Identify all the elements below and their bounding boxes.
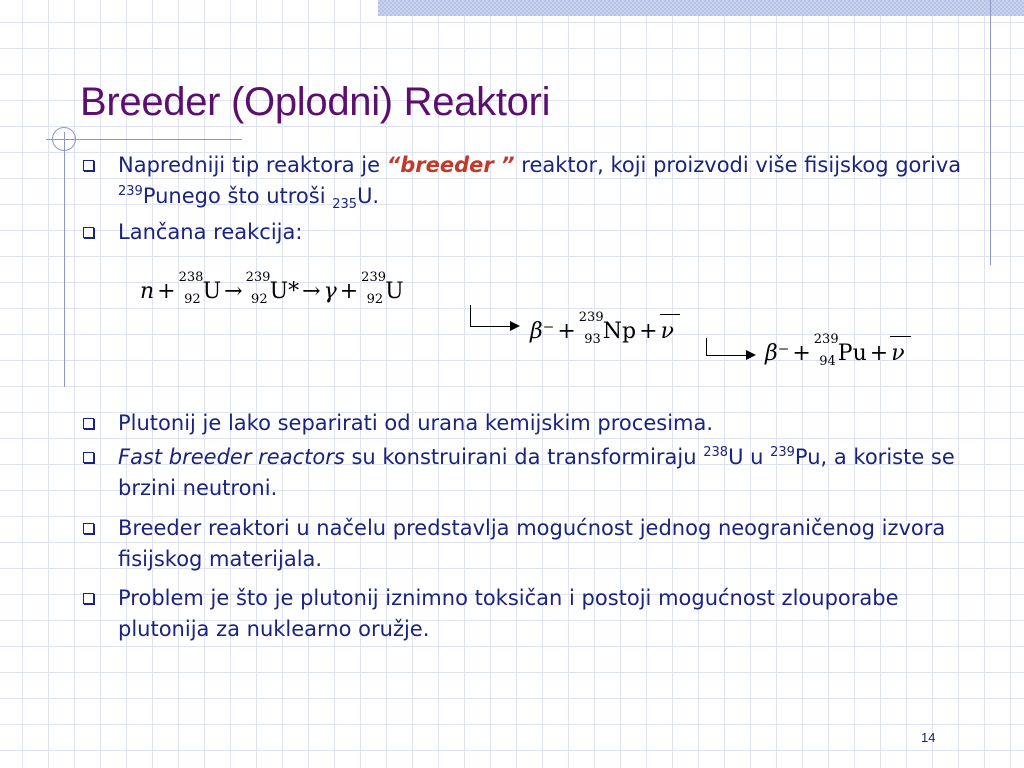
decorative-left-rule bbox=[64, 132, 65, 387]
bullet-fast-breeder: Fast breeder reactors su konstruirani da transformiraju $^{238}$U u $^{239}$Pu, a koriste se brzini neutroni. bbox=[80, 442, 985, 504]
decay-connector-horizontal-2 bbox=[706, 355, 748, 356]
bullet-toxicity-problem: Problem je što je plutonij iznimno toksičan i postoji mogućnost zlouporabe plutonija za nuklearno oružje. bbox=[80, 583, 985, 645]
decay-connector-vertical-1 bbox=[470, 305, 471, 327]
reaction-equation-line-2: β⁻ + 239 93 Np + ν bbox=[530, 310, 674, 347]
decay-connector-vertical-2 bbox=[706, 338, 707, 356]
slide-title: Breeder (Oplodni) Reaktori bbox=[80, 80, 551, 124]
nuclide-u238: 238 92 U bbox=[178, 270, 222, 307]
beta-minus-symbol: β⁻ bbox=[530, 319, 555, 344]
decay-connector-horizontal-1 bbox=[470, 326, 512, 327]
antineutrino-symbol: ν bbox=[891, 341, 905, 366]
bullet-box-icon bbox=[83, 452, 94, 463]
neutron-symbol: n bbox=[140, 279, 155, 304]
decorative-right-rule bbox=[990, 0, 991, 265]
antineutrino-symbol: ν bbox=[660, 319, 674, 344]
decay-arrow-head-1 bbox=[510, 321, 520, 331]
bullet-list bbox=[80, 150, 985, 645]
bullet-chain-reaction: Lančana reakcija: bbox=[80, 217, 985, 248]
bullet-box-icon bbox=[83, 160, 94, 171]
nuclide-pu239: 239 94 Pu bbox=[813, 332, 867, 369]
page-number: 14 bbox=[921, 730, 936, 745]
decorative-circle bbox=[52, 127, 76, 151]
reaction-equation-line-1: n + 238 92 U → 239 92 U* → γ + 239 92 U bbox=[140, 270, 404, 307]
bullet-plutonium-separation: Plutonij je lako separirati od urana kemijskim procesima. bbox=[80, 408, 985, 439]
nuclide-u239: 239 92 U bbox=[361, 270, 404, 307]
bullet-box-icon bbox=[83, 227, 94, 238]
reaction-arrow: → bbox=[224, 279, 243, 304]
bullet-breeder-definition: Napredniji tip reaktora je “breeder ” reaktor, koji proizvodi više fisijskog goriva $^{239}$Punego što utroši $_{235}$U. bbox=[80, 150, 985, 212]
bullet-box-icon bbox=[83, 593, 94, 604]
reaction-arrow: → bbox=[302, 279, 321, 304]
breeder-emphasis: “breeder ” bbox=[386, 153, 515, 177]
gamma-symbol: γ bbox=[323, 279, 337, 304]
nuclide-u239-excited: 239 92 U* bbox=[245, 270, 300, 307]
beta-minus-symbol: β⁻ bbox=[765, 341, 790, 366]
decay-arrow-head-2 bbox=[746, 350, 756, 360]
bullet-box-icon bbox=[83, 523, 94, 534]
bullet-unlimited-source: Breeder reaktori u načelu predstavlja mogućnost jednog neograničenog izvora fisijskog materijala. bbox=[80, 513, 985, 575]
nuclide-np239: 239 93 Np bbox=[578, 310, 637, 347]
decorative-top-band bbox=[378, 0, 1024, 16]
reaction-equation-line-3: β⁻ + 239 94 Pu + ν bbox=[765, 332, 905, 369]
bullet-box-icon bbox=[83, 418, 94, 429]
